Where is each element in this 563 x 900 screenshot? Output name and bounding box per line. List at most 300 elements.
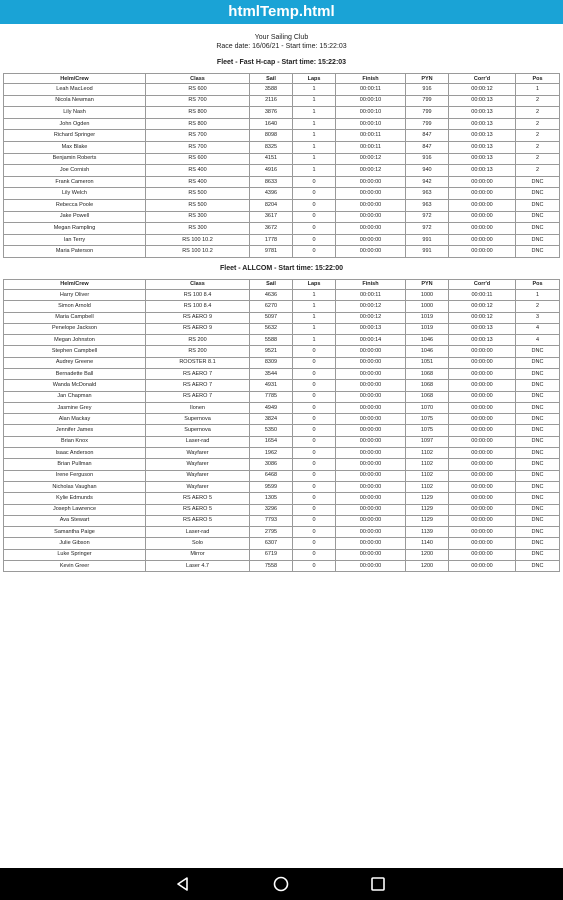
col-sail-cell: 9599 <box>250 481 293 492</box>
col-pyn-cell: 940 <box>406 165 449 177</box>
col-finish-cell: 00:00:00 <box>336 188 406 200</box>
col-corrected-cell: 00:00:13 <box>449 335 516 346</box>
col-laps-cell: 0 <box>293 246 336 258</box>
col-laps-cell: 0 <box>293 188 336 200</box>
col-pyn-cell: 1046 <box>406 335 449 346</box>
col-corrected-cell: 00:00:00 <box>449 481 516 492</box>
col-laps-cell: 0 <box>293 402 336 413</box>
col-pyn-cell: 1000 <box>406 289 449 300</box>
col-corrected-cell: 00:00:00 <box>449 223 516 235</box>
col-finish-cell: 00:00:00 <box>336 470 406 481</box>
table-row <box>4 436 560 447</box>
col-pyn-cell: 916 <box>406 153 449 165</box>
col-finish-cell: 00:00:12 <box>336 153 406 165</box>
col-finish-cell: 00:00:11 <box>336 141 406 153</box>
col-corrected-cell: 00:00:00 <box>449 493 516 504</box>
col-corrected-cell: 00:00:00 <box>449 425 516 436</box>
col-laps-cell: 0 <box>293 436 336 447</box>
col-corrected-cell: 00:00:00 <box>449 504 516 515</box>
col-finish-cell: 00:00:11 <box>336 84 406 96</box>
col-corrected-cell: 00:00:12 <box>449 301 516 312</box>
col-finish-cell: 00:00:13 <box>336 323 406 334</box>
col-sail-header: Sail <box>250 74 293 84</box>
col-pyn-header: PYN <box>406 74 449 84</box>
col-class-cell: ROOSTER 8.1 <box>146 357 250 368</box>
col-sail-cell: 1305 <box>250 493 293 504</box>
col-pyn-cell: 1129 <box>406 515 449 526</box>
col-sail-cell: 8325 <box>250 141 293 153</box>
table-row <box>4 380 560 391</box>
col-laps-cell: 0 <box>293 211 336 223</box>
col-helm-crew-cell: Audrey Greene <box>4 357 146 368</box>
col-corrected-cell: 00:00:00 <box>449 211 516 223</box>
col-corrected-cell: 00:00:00 <box>449 402 516 413</box>
col-pos-cell: DNC <box>516 448 560 459</box>
col-helm-crew-cell: Wanda McDonald <box>4 380 146 391</box>
col-helm-crew-cell: Jasmine Grey <box>4 402 146 413</box>
col-sail-cell: 7558 <box>250 561 293 572</box>
col-laps-cell: 1 <box>293 301 336 312</box>
col-corrected-cell: 00:00:00 <box>449 391 516 402</box>
col-laps-cell: 1 <box>293 118 336 130</box>
col-finish-cell: 00:00:00 <box>336 493 406 504</box>
col-pos-cell: DNC <box>516 561 560 572</box>
col-finish-cell: 00:00:00 <box>336 346 406 357</box>
col-finish-cell: 00:00:00 <box>336 176 406 188</box>
col-pos-cell: DNC <box>516 176 560 188</box>
col-helm-crew-cell: Ian Terry <box>4 234 146 246</box>
col-helm-crew-cell: Simon Arnold <box>4 301 146 312</box>
col-sail-header: Sail <box>250 279 293 289</box>
col-helm-crew-cell: Brian Pullman <box>4 459 146 470</box>
col-helm-crew-cell: Frank Cameron <box>4 176 146 188</box>
col-pyn-cell: 1019 <box>406 312 449 323</box>
col-laps-cell: 0 <box>293 234 336 246</box>
recents-icon[interactable] <box>368 874 388 894</box>
table-row <box>4 515 560 526</box>
col-corrected-cell: 00:00:13 <box>449 323 516 334</box>
col-pyn-cell: 916 <box>406 84 449 96</box>
col-finish-header: Finish <box>336 279 406 289</box>
col-laps-cell: 0 <box>293 549 336 560</box>
col-laps-cell: 0 <box>293 357 336 368</box>
col-helm-crew-cell: Bernadette Ball <box>4 368 146 379</box>
col-finish-cell: 00:00:00 <box>336 459 406 470</box>
col-pyn-cell: 847 <box>406 130 449 142</box>
col-pyn-cell: 1075 <box>406 414 449 425</box>
col-helm-crew-cell: Lily Welch <box>4 188 146 200</box>
col-laps-cell: 0 <box>293 481 336 492</box>
col-sail-cell: 1962 <box>250 448 293 459</box>
race-info: Race date: 16/06/21 - Start time: 15:22:03 <box>216 43 347 50</box>
col-pyn-cell: 1051 <box>406 357 449 368</box>
col-corrected-cell: 00:00:00 <box>449 436 516 447</box>
col-laps-cell: 0 <box>293 493 336 504</box>
col-helm-crew-cell: Kevin Greer <box>4 561 146 572</box>
col-class-cell: RS AERO 5 <box>146 515 250 526</box>
col-helm-crew-cell: Jake Powell <box>4 211 146 223</box>
col-sail-cell: 1640 <box>250 118 293 130</box>
col-class-cell: RS AERO 7 <box>146 380 250 391</box>
col-class-cell: RS 800 <box>146 107 250 119</box>
col-class-cell: RS 500 <box>146 199 250 211</box>
col-pos-cell: DNC <box>516 223 560 235</box>
col-corrected-cell: 00:00:13 <box>449 95 516 107</box>
col-pos-cell: DNC <box>516 504 560 515</box>
col-pyn-cell: 942 <box>406 176 449 188</box>
table-row <box>4 527 560 538</box>
col-class-cell: RS 200 <box>146 346 250 357</box>
col-helm-crew-cell: Penelope Jackson <box>4 323 146 334</box>
col-pos-cell: DNC <box>516 425 560 436</box>
col-finish-cell: 00:00:14 <box>336 335 406 346</box>
col-laps-cell: 0 <box>293 448 336 459</box>
table-row <box>4 504 560 515</box>
table-row <box>4 141 560 153</box>
table-row <box>4 323 560 334</box>
col-pyn-cell: 1102 <box>406 470 449 481</box>
table-row <box>4 459 560 470</box>
table-row <box>4 153 560 165</box>
col-sail-cell: 6719 <box>250 549 293 560</box>
col-class-cell: RS AERO 7 <box>146 368 250 379</box>
table-row <box>4 118 560 130</box>
col-pos-cell: DNC <box>516 414 560 425</box>
col-pyn-cell: 1075 <box>406 425 449 436</box>
col-pos-cell: DNC <box>516 211 560 223</box>
col-pos-cell: 4 <box>516 335 560 346</box>
col-pos-cell: 2 <box>516 95 560 107</box>
col-corrected-cell: 00:00:00 <box>449 470 516 481</box>
col-pyn-cell: 847 <box>406 141 449 153</box>
col-laps-cell: 0 <box>293 346 336 357</box>
col-laps-cell: 1 <box>293 107 336 119</box>
col-pyn-cell: 1019 <box>406 323 449 334</box>
col-finish-cell: 00:00:00 <box>336 527 406 538</box>
col-sail-cell: 8204 <box>250 199 293 211</box>
col-pos-cell: DNC <box>516 470 560 481</box>
col-corrected-cell: 00:00:00 <box>449 549 516 560</box>
col-pos-cell: 1 <box>516 289 560 300</box>
col-pyn-cell: 1129 <box>406 504 449 515</box>
col-finish-cell: 00:00:10 <box>336 107 406 119</box>
table-row <box>4 289 560 300</box>
col-helm-crew-cell: Irene Ferguson <box>4 470 146 481</box>
col-finish-cell: 00:00:00 <box>336 234 406 246</box>
table-row <box>4 357 560 368</box>
col-sail-cell: 4636 <box>250 289 293 300</box>
col-sail-cell: 6270 <box>250 301 293 312</box>
col-helm-crew-cell: Isaac Anderson <box>4 448 146 459</box>
col-finish-cell: 00:00:00 <box>336 481 406 492</box>
col-class-cell: Laser-rad <box>146 436 250 447</box>
col-finish-cell: 00:00:00 <box>336 549 406 560</box>
app-title: htmlTemp.html <box>228 3 335 20</box>
col-sail-cell: 1654 <box>250 436 293 447</box>
table-row <box>4 335 560 346</box>
results-table-fast-hcap <box>3 73 560 258</box>
col-laps-cell: 1 <box>293 323 336 334</box>
col-pyn-cell: 1200 <box>406 549 449 560</box>
col-class-cell: RS AERO 5 <box>146 504 250 515</box>
col-laps-header: Laps <box>293 279 336 289</box>
col-sail-cell: 3588 <box>250 84 293 96</box>
col-finish-cell: 00:00:12 <box>336 301 406 312</box>
col-pos-cell: DNC <box>516 549 560 560</box>
col-pos-header: Pos <box>516 74 560 84</box>
col-helm-crew-cell: Stephen Campbell <box>4 346 146 357</box>
col-finish-cell: 00:00:00 <box>336 561 406 572</box>
table-row <box>4 130 560 142</box>
table-row <box>4 211 560 223</box>
col-corrected-cell: 00:00:00 <box>449 538 516 549</box>
col-class-cell: Wayfarer <box>146 448 250 459</box>
col-pos-cell: DNC <box>516 481 560 492</box>
col-corrected-cell: 00:00:12 <box>449 84 516 96</box>
col-finish-cell: 00:00:11 <box>336 130 406 142</box>
col-pyn-cell: 799 <box>406 107 449 119</box>
col-class-cell: RS 400 <box>146 176 250 188</box>
col-helm-crew-cell: Leah MacLeod <box>4 84 146 96</box>
club-name: Your Sailing Club <box>254 34 309 41</box>
col-finish-cell: 00:00:00 <box>336 515 406 526</box>
col-laps-cell: 0 <box>293 223 336 235</box>
col-finish-cell: 00:00:11 <box>336 289 406 300</box>
col-pos-header: Pos <box>516 279 560 289</box>
col-helm-crew-cell: Rebecca Poole <box>4 199 146 211</box>
col-pos-cell: 2 <box>516 107 560 119</box>
col-helm-crew-cell: Alan Mackay <box>4 414 146 425</box>
col-class-cell: RS 600 <box>146 153 250 165</box>
col-sail-cell: 4916 <box>250 165 293 177</box>
col-finish-header: Finish <box>336 74 406 84</box>
col-sail-cell: 4949 <box>250 402 293 413</box>
col-corrected-cell: 00:00:00 <box>449 448 516 459</box>
col-finish-cell: 00:00:10 <box>336 95 406 107</box>
col-sail-cell: 7793 <box>250 515 293 526</box>
col-finish-cell: 00:00:00 <box>336 199 406 211</box>
col-helm-crew-cell: Maria Campbell <box>4 312 146 323</box>
col-pos-cell: 2 <box>516 141 560 153</box>
col-helm-crew-cell: Lily Nash <box>4 107 146 119</box>
col-class-cell: Supernova <box>146 425 250 436</box>
table-row <box>4 402 560 413</box>
col-corrected-cell: 00:00:12 <box>449 312 516 323</box>
col-class-cell: RS 800 <box>146 118 250 130</box>
table-row <box>4 234 560 246</box>
col-sail-cell: 6307 <box>250 538 293 549</box>
col-finish-cell: 00:00:00 <box>336 246 406 258</box>
col-pos-cell: DNC <box>516 368 560 379</box>
col-corrected-cell: 00:00:00 <box>449 414 516 425</box>
col-pos-cell: DNC <box>516 493 560 504</box>
back-icon[interactable] <box>173 874 193 894</box>
table-row <box>4 414 560 425</box>
col-class-cell: RS 500 <box>146 188 250 200</box>
col-sail-cell: 2116 <box>250 95 293 107</box>
col-pyn-cell: 1068 <box>406 380 449 391</box>
col-corrected-cell: 00:00:13 <box>449 118 516 130</box>
col-laps-cell: 0 <box>293 561 336 572</box>
col-class-cell: RS 200 <box>146 335 250 346</box>
col-sail-cell: 8309 <box>250 357 293 368</box>
col-laps-cell: 0 <box>293 527 336 538</box>
col-laps-cell: 1 <box>293 165 336 177</box>
table-row <box>4 368 560 379</box>
col-laps-cell: 1 <box>293 130 336 142</box>
col-pos-cell: 2 <box>516 301 560 312</box>
col-class-cell: RS 700 <box>146 95 250 107</box>
table-row <box>4 188 560 200</box>
table-row <box>4 470 560 481</box>
col-sail-cell: 3876 <box>250 107 293 119</box>
table-header-row <box>4 74 560 84</box>
col-sail-cell: 8098 <box>250 130 293 142</box>
col-pyn-cell: 1046 <box>406 346 449 357</box>
col-pos-cell: 2 <box>516 165 560 177</box>
col-finish-cell: 00:00:10 <box>336 118 406 130</box>
col-sail-cell: 5632 <box>250 323 293 334</box>
col-finish-cell: 00:00:00 <box>336 391 406 402</box>
col-laps-cell: 0 <box>293 391 336 402</box>
col-pyn-cell: 799 <box>406 95 449 107</box>
col-sail-cell: 3824 <box>250 414 293 425</box>
col-helm-crew-cell: Ava Stewart <box>4 515 146 526</box>
col-class-cell: RS AERO 9 <box>146 312 250 323</box>
table-row <box>4 391 560 402</box>
col-pyn-cell: 963 <box>406 188 449 200</box>
col-helm-crew-cell: Richard Springer <box>4 130 146 142</box>
col-sail-cell: 5588 <box>250 335 293 346</box>
col-finish-cell: 00:00:00 <box>336 504 406 515</box>
col-sail-cell: 5097 <box>250 312 293 323</box>
col-corrected-cell: 00:00:13 <box>449 107 516 119</box>
col-class-cell: RS 700 <box>146 141 250 153</box>
col-finish-cell: 00:00:00 <box>336 380 406 391</box>
table-row <box>4 223 560 235</box>
col-corrected-cell: 00:00:13 <box>449 130 516 142</box>
col-pyn-cell: 1102 <box>406 481 449 492</box>
results-page <box>0 24 563 572</box>
col-helm-crew-cell: Megan Rampling <box>4 223 146 235</box>
col-helm-crew-cell: Samantha Paige <box>4 527 146 538</box>
col-corrected-cell: 00:00:00 <box>449 234 516 246</box>
col-pyn-cell: 1140 <box>406 538 449 549</box>
col-sail-cell: 3086 <box>250 459 293 470</box>
col-class-cell: Wayfarer <box>146 459 250 470</box>
col-laps-cell: 1 <box>293 335 336 346</box>
col-pos-cell: 2 <box>516 130 560 142</box>
col-corrected-header: Corr'd <box>449 74 516 84</box>
col-helm-crew-cell: Benjamin Roberts <box>4 153 146 165</box>
col-pyn-cell: 1097 <box>406 436 449 447</box>
col-finish-cell: 00:00:00 <box>336 538 406 549</box>
col-helm-crew-cell: Max Blake <box>4 141 146 153</box>
col-helm-crew-header: Helm/Crew <box>4 279 146 289</box>
table-row <box>4 246 560 258</box>
col-corrected-cell: 00:00:00 <box>449 527 516 538</box>
col-corrected-cell: 00:00:13 <box>449 141 516 153</box>
col-class-cell: Supernova <box>146 414 250 425</box>
table-row <box>4 481 560 492</box>
col-helm-crew-cell: Megan Johnston <box>4 335 146 346</box>
col-corrected-cell: 00:00:00 <box>449 561 516 572</box>
col-pyn-cell: 799 <box>406 118 449 130</box>
col-laps-cell: 0 <box>293 459 336 470</box>
fleet-title: Fleet - Fast H-cap - Start time: 15:22:03 <box>216 59 347 66</box>
col-corrected-cell: 00:00:00 <box>449 199 516 211</box>
col-sail-cell: 9521 <box>250 346 293 357</box>
col-class-header: Class <box>146 74 250 84</box>
col-pos-cell: DNC <box>516 538 560 549</box>
col-class-cell: RS 400 <box>146 165 250 177</box>
col-class-cell: RS AERO 9 <box>146 323 250 334</box>
table-header-row <box>4 279 560 289</box>
home-icon[interactable] <box>271 874 291 894</box>
col-laps-cell: 0 <box>293 368 336 379</box>
col-finish-cell: 00:00:12 <box>336 165 406 177</box>
app-title-bar <box>0 0 563 24</box>
col-sail-cell: 5350 <box>250 425 293 436</box>
col-corrected-cell: 00:00:13 <box>449 153 516 165</box>
col-class-cell: RS 100 8.4 <box>146 289 250 300</box>
table-row <box>4 312 560 323</box>
col-pyn-cell: 1129 <box>406 493 449 504</box>
col-class-cell: RS 300 <box>146 223 250 235</box>
col-class-cell: Wayfarer <box>146 481 250 492</box>
col-corrected-cell: 00:00:00 <box>449 515 516 526</box>
col-pos-cell: DNC <box>516 459 560 470</box>
col-laps-cell: 0 <box>293 515 336 526</box>
col-sail-cell: 2795 <box>250 527 293 538</box>
col-laps-cell: 1 <box>293 312 336 323</box>
col-pos-cell: DNC <box>516 199 560 211</box>
table-row <box>4 165 560 177</box>
col-laps-cell: 1 <box>293 289 336 300</box>
col-sail-cell: 6468 <box>250 470 293 481</box>
col-helm-crew-cell: Julie Gibson <box>4 538 146 549</box>
col-helm-crew-cell: Nicola Newman <box>4 95 146 107</box>
table-row <box>4 95 560 107</box>
col-helm-crew-cell: Joe Cornish <box>4 165 146 177</box>
col-laps-cell: 1 <box>293 95 336 107</box>
col-helm-crew-cell: Joseph Lawrence <box>4 504 146 515</box>
table-row <box>4 493 560 504</box>
col-pyn-cell: 1000 <box>406 301 449 312</box>
col-class-cell: RS AERO 5 <box>146 493 250 504</box>
col-pos-cell: DNC <box>516 527 560 538</box>
col-class-cell: Solo <box>146 538 250 549</box>
col-pyn-cell: 991 <box>406 234 449 246</box>
col-pos-cell: 1 <box>516 84 560 96</box>
col-laps-cell: 0 <box>293 425 336 436</box>
system-nav-bar <box>0 868 563 900</box>
col-helm-crew-cell: Harry Oliver <box>4 289 146 300</box>
col-helm-crew-cell: Kylie Edmunds <box>4 493 146 504</box>
col-class-cell: RS 600 <box>146 84 250 96</box>
col-laps-cell: 1 <box>293 84 336 96</box>
col-corrected-cell: 00:00:00 <box>449 459 516 470</box>
col-sail-cell: 3672 <box>250 223 293 235</box>
table-row <box>4 538 560 549</box>
col-pyn-cell: 972 <box>406 223 449 235</box>
col-pos-cell: 2 <box>516 118 560 130</box>
col-pos-cell: DNC <box>516 246 560 258</box>
col-pyn-cell: 963 <box>406 199 449 211</box>
col-laps-cell: 1 <box>293 153 336 165</box>
col-pyn-cell: 1068 <box>406 368 449 379</box>
table-row <box>4 549 560 560</box>
